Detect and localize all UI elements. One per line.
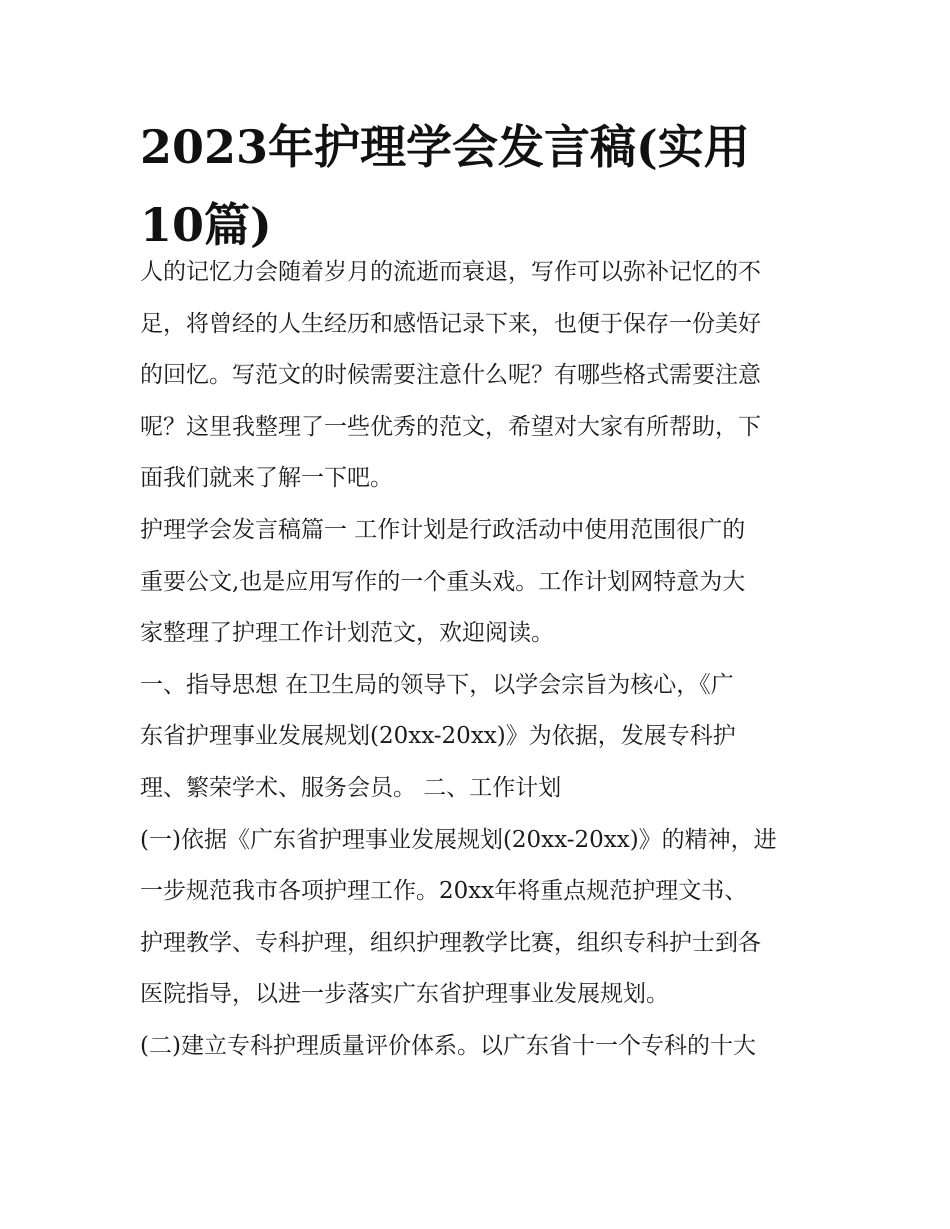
body-line: 人的记忆力会随着岁月的流逝而衰退，写作可以弥补记忆的不 xyxy=(140,259,761,285)
body-line: (二)建立专科护理质量评价体系。以广东省十一个专科的十大 xyxy=(140,1032,756,1059)
body-line: 护理教学、专科护理，组织护理教学比赛，组织专科护士到各 xyxy=(140,929,761,956)
body-line: (一)依据《广东省护理事业发展规划(20xx-20xx)》的精神，进 xyxy=(140,826,777,853)
title-line: 10篇) xyxy=(140,198,272,252)
body-line: 东省护理事业发展规划(20xx-20xx)》为依据，发展专科护 xyxy=(140,723,736,750)
title-line: 2023年护理学会发言稿(实用 xyxy=(140,120,750,174)
body-line: 呢？这里我整理了一些优秀的范文，希望对大家有所帮助，下 xyxy=(140,413,761,440)
body-line: 的回忆。写范文的时候需要注意什么呢？有哪些格式需要注意 xyxy=(140,362,761,389)
body-line: 家整理了护理工作计划范文，欢迎阅读。 xyxy=(140,620,554,647)
document-title xyxy=(140,108,820,264)
body-line: 护理学会发言稿篇一 工作计划是行政活动中使用范围很广的 xyxy=(140,516,746,543)
body-line: 理、繁荣学术、服务会员。 二、工作计划 xyxy=(140,774,562,801)
body-line: 重要公文,也是应用写作的一个重头戏。工作计划网特意为大 xyxy=(140,568,746,595)
document-body xyxy=(140,247,820,1073)
body-line: 面我们就来了解一下吧。 xyxy=(140,465,393,492)
body-line: 一步规范我市各项护理工作。20xx年将重点规范护理文书、 xyxy=(140,878,748,905)
body-line: 足，将曾经的人生经历和感悟记录下来，也便于保存一份美好 xyxy=(140,310,761,337)
body-line: 一、指导思想 在卫生局的领导下，以学会宗旨为核心，《广 xyxy=(140,671,734,698)
body-line: 医院指导，以进一步落实广东省护理事业发展规划。 xyxy=(140,981,669,1008)
